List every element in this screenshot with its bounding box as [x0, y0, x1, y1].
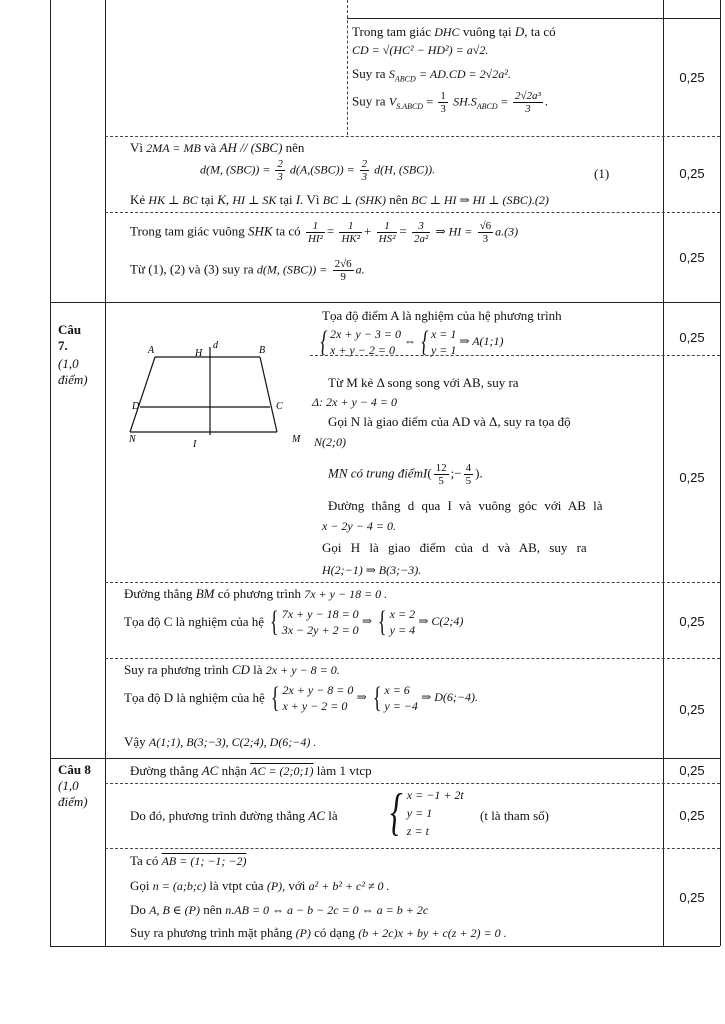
- row5-line1: Đường thẳng BM có phương trình 7x + y − 18 = 0 .: [124, 586, 388, 601]
- question-label: Câu 8: [58, 762, 91, 777]
- score-cell: 0,25: [679, 250, 705, 265]
- row8-line1: Do đó, phương trình đường thẳng AC là: [130, 808, 338, 823]
- table-col1-border: [105, 0, 106, 946]
- score-cell: 0,25: [679, 890, 705, 905]
- row2-line3: Kẻ HK ⊥ BC tại K, HI ⊥ SK tại I. Vì BC ⊥ (SHK) nên BC ⊥ HI ⇒ HI ⊥ (SBC).(2): [130, 192, 549, 207]
- row4-line6: MN có trung điểmI( $\frac{12}{5}$ ;− $\frac{4}{5}$ ).: [328, 462, 483, 487]
- fraction: $\frac{1}{\text{HI²}}$: [307, 220, 323, 245]
- figure-label-D: D: [132, 401, 140, 412]
- row9-line4: Suy ra phương trình mặt phẳng (P) có dạng (b + 2c)x + by + c(z + 2) = 0 .: [130, 925, 507, 940]
- fraction: $\frac{4}{5}$: [465, 462, 472, 487]
- row8-system: { x = −1 + 2t y = 1 z = t: [390, 784, 464, 841]
- row7-line1: Đường thẳng AC nhận AC = (2;0;1) làm 1 vtcp: [130, 763, 372, 778]
- figure-divider: [347, 0, 348, 135]
- score-cell: 0,25: [679, 702, 705, 717]
- row-divider: [105, 212, 720, 213]
- row-divider: [105, 848, 720, 849]
- question-points: (1,0: [58, 778, 79, 793]
- fraction: $\frac{1}{\text{HK²}}$: [341, 220, 361, 245]
- row2-line2: d(M, (SBC)) = $\frac{2}{3}$ d(A,(SBC)) = $\frac{2}{3}$ d(H, (SBC)).: [200, 158, 436, 183]
- row4-line10: H(2;−1) ⇒ B(3;−3).: [322, 563, 422, 577]
- row9-line2: Gọi n = (a;b;c) là vtpt của (P), với a² + b² + c² ≠ 0 .: [130, 878, 390, 893]
- figure-label-B: B: [259, 345, 266, 356]
- question-points: điểm): [58, 372, 88, 387]
- question-points: điểm): [58, 794, 88, 809]
- table-right-border: [720, 0, 721, 946]
- table-left-border: [50, 0, 51, 946]
- fraction: $\frac{\text{2√2a³}}{3}$: [514, 90, 541, 115]
- question-points: (1,0: [58, 356, 79, 371]
- score-cell: 0,25: [679, 614, 705, 629]
- row-border: [347, 18, 720, 19]
- row-divider: [105, 136, 720, 137]
- figure-label-C: C: [276, 401, 283, 412]
- row4-line7: Đường thẳng d qua I và vuông góc với AB là: [328, 498, 603, 513]
- row-divider: [105, 658, 720, 659]
- row6-line3: Vậy A(1;1), B(3;−3), C(2;4), D(6;−4) .: [124, 734, 317, 749]
- row2-tag: (1): [594, 166, 610, 181]
- figure-label-N: N: [129, 434, 136, 445]
- row5-line2: Tọa độ C là nghiệm của hệ { 7x + y − 18 = 0 3x − 2y + 2 = 0 ⇒ { x = 2 y = 4 ⇒ C(2;4): [124, 605, 464, 638]
- row1-line1: Trong tam giác DHC vuông tại D, ta có: [352, 24, 556, 39]
- trapezoid-figure: [115, 335, 310, 450]
- figure-label-M: M: [292, 434, 301, 445]
- row-border: [50, 758, 720, 759]
- row6-line2: Tọa độ D là nghiệm của hệ { 2x + y − 8 = 0 x + y − 2 = 0 ⇒ { x = 6 y = −4 ⇒ D(6;−4).: [124, 681, 478, 714]
- score-cell: 0,25: [679, 763, 705, 778]
- row-divider: [105, 582, 720, 583]
- score-cell: 0,25: [679, 808, 705, 823]
- score-cell: 0,25: [679, 70, 705, 85]
- row1-line3: Suy ra $S_{ABCD} = AD.CD = 2√2a^2$.: [352, 66, 511, 84]
- fraction: $\frac{12}{5}$: [435, 462, 447, 487]
- row3-line2: Từ (1), (2) và (3) suy ra d(M, (SBC)) = $\frac{2√6}{9}$ a.: [130, 258, 365, 283]
- row6-line1: Suy ra phương trình CD là 2x + y − 8 = 0.: [124, 662, 340, 677]
- figure-label-A: A: [148, 345, 155, 356]
- row4-line8: x − 2y − 4 = 0.: [322, 519, 396, 533]
- row4-line1: Tọa độ điểm A là nghiệm của hệ phương trình: [322, 308, 562, 323]
- row-border: [50, 302, 720, 303]
- row-divider: [105, 783, 720, 784]
- row8-param: (t là tham số): [480, 808, 549, 823]
- row2-line1: Vì 2MA = MB và AH // (SBC) nên: [130, 140, 305, 155]
- question-label: 7.: [58, 338, 68, 353]
- figure-label-I: I: [193, 439, 197, 450]
- row4-line3: Δ: 2x + y − 4 = 0: [312, 395, 397, 409]
- row4-line9: Gọi H là giao điểm của d và AB, suy ra: [322, 540, 587, 555]
- row4-line2: Từ M kẻ Δ song song với AB, suy ra: [328, 375, 519, 390]
- row1-line2: CD = √(HC² − HD²) = a√2.: [352, 43, 489, 57]
- row4-system: { 2x + y − 3 = 0 x + y − 2 = 0 ⇔ { x = 1 y = 1 ⇒ A(1;1): [320, 325, 504, 358]
- fraction: $\frac{3}{\text{2a²}}$: [413, 220, 429, 245]
- fraction: $\frac{1}{\text{HS²}}$: [378, 220, 396, 245]
- score-cell: 0,25: [679, 470, 705, 485]
- row9-line1: Ta có AB = (1; −1; −2): [130, 853, 247, 868]
- fraction: $\frac{2}{3}$: [277, 158, 283, 183]
- question-label: Câu: [58, 322, 82, 337]
- score-cell: 0,25: [679, 166, 705, 181]
- figure-label-H: H: [195, 348, 203, 359]
- figure-label-d: d: [213, 340, 218, 351]
- fraction: $\frac{2√6}{9}$: [334, 258, 352, 283]
- row4-line4: Gọi N là giao điểm của AD và Δ, suy ra tọa độ: [328, 414, 571, 429]
- row3-line1: Trong tam giác vuông SHK ta có $\frac{1}{\text{HI²}}$ = $\frac{1}{\text{HK²}}$ + $\frac{1}{\text{HS²}}$ = $\frac{3}{\text{2a²}}$ ⇒ HI = $\frac{√6}{3}$ a.(3): [130, 220, 519, 245]
- fraction: $\frac{2}{3}$: [361, 158, 368, 183]
- row1-line4: Suy ra $V_{S.ABCD}$ = $\frac{1}{3}$ $SH.S_{ABCD}$ = $\frac{\text{2√2a³}}{3}$ .: [352, 90, 549, 115]
- row-border: [50, 946, 720, 947]
- row9-line3: Do A, B ∈ (P) nên n.AB = 0 ⇔ a − b − 2c = 0 ⇔ a = b + 2c: [130, 902, 429, 917]
- fraction: $\frac{√6}{3}$: [479, 220, 492, 245]
- row4-line5: N(2;0): [314, 435, 346, 449]
- score-cell: 0,25: [679, 330, 705, 345]
- fraction: $\frac{1}{3}$: [440, 90, 446, 115]
